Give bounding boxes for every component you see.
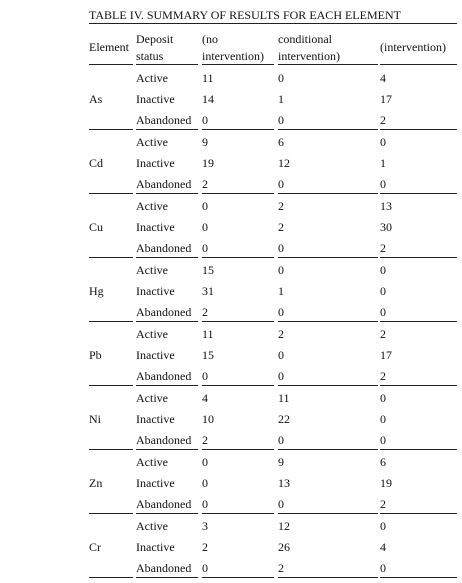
deposit-status-cell: Inactive [136,92,175,107]
value-cell: 17 [380,348,392,363]
value-cell: 4 [380,540,386,555]
value-cell: 0 [202,476,208,491]
header-intervention: (intervention) [380,40,446,54]
value-cell: 22 [278,412,290,427]
value-cell: 0 [278,348,284,363]
group-rule [202,449,274,450]
group-rule [278,577,378,578]
header-rule-no-intervention [202,64,274,65]
value-cell: 2 [380,113,386,128]
value-cell: 2 [202,540,208,555]
value-cell: 0 [380,305,386,320]
element-label: Cr [89,540,101,555]
header-rule-intervention [380,64,457,65]
group-rule [278,321,378,322]
group-rule [136,449,198,450]
group-rule [380,385,457,386]
group-rule [136,193,198,194]
value-cell: 0 [380,519,386,533]
group-rule [380,129,457,130]
group-rule [89,513,133,514]
value-cell: 26 [278,540,290,555]
group-rule [89,577,133,578]
value-cell: 2 [278,199,284,213]
header-rule-conditional [278,64,378,65]
deposit-status-cell: Abandoned [136,497,192,512]
group-rule [380,193,457,194]
deposit-status-cell: Inactive [136,412,175,427]
group-rule [202,129,274,130]
value-cell: 19 [380,476,392,491]
value-cell: 2 [380,497,386,512]
group-rule [89,449,133,450]
header-deposit-status-line2: status [136,49,164,63]
value-cell: 0 [202,497,208,512]
deposit-status-cell: Active [136,455,168,469]
value-cell: 11 [202,71,214,85]
value-cell: 9 [202,135,208,149]
header-deposit-status-line1: Deposit [136,32,174,46]
deposit-status-cell: Abandoned [136,433,192,448]
group-rule [89,129,133,130]
group-rule [380,577,457,578]
deposit-status-cell: Active [136,519,168,533]
group-rule [136,257,198,258]
value-cell: 0 [202,199,208,213]
value-cell: 1 [278,284,284,299]
value-cell: 3 [202,519,208,533]
group-rule [380,321,457,322]
value-cell: 13 [278,476,290,491]
value-cell: 4 [380,71,386,85]
deposit-status-cell: Inactive [136,540,175,555]
value-cell: 0 [278,305,284,320]
deposit-status-cell: Active [136,135,168,149]
value-cell: 0 [380,433,386,448]
value-cell: 2 [380,369,386,384]
deposit-status-cell: Active [136,327,168,341]
element-label: Cu [89,220,104,235]
value-cell: 2 [202,177,208,192]
element-label: Cd [89,156,104,171]
group-rule [202,321,274,322]
value-cell: 9 [278,455,284,469]
group-rule [136,385,198,386]
value-cell: 0 [278,71,284,85]
deposit-status-cell: Inactive [136,220,175,235]
element-label: Zn [89,476,103,491]
deposit-status-cell: Abandoned [136,561,192,576]
value-cell: 0 [278,433,284,448]
header-no-intervention-line2: intervention) [202,49,264,63]
group-rule [89,385,133,386]
deposit-status-cell: Inactive [136,156,175,171]
deposit-status-cell: Abandoned [136,113,192,128]
deposit-status-cell: Abandoned [136,305,192,320]
value-cell: 0 [380,177,386,192]
value-cell: 2 [278,561,284,576]
group-rule [89,321,133,322]
group-rule [278,257,378,258]
group-rule [89,257,133,258]
header-rule-status [136,64,198,65]
group-rule [202,513,274,514]
table-title: TABLE IV. SUMMARY OF RESULTS FOR EACH ELEMENT [89,8,401,22]
value-cell: 2 [202,433,208,448]
value-cell: 19 [202,156,214,171]
value-cell: 2 [202,305,208,320]
header-element: Element [89,40,129,54]
value-cell: 0 [202,455,208,469]
value-cell: 6 [278,135,284,149]
value-cell: 15 [202,348,214,363]
value-cell: 1 [380,156,386,171]
value-cell: 0 [202,113,208,128]
value-cell: 2 [380,241,386,256]
value-cell: 0 [380,561,386,576]
value-cell: 6 [380,455,386,469]
value-cell: 0 [380,391,386,405]
group-rule [89,193,133,194]
value-cell: 0 [278,241,284,256]
group-rule [202,193,274,194]
group-rule [278,129,378,130]
header-rule-element [89,64,133,65]
deposit-status-cell: Abandoned [136,369,192,384]
value-cell: 2 [278,327,284,341]
header-conditional-intervention-line1: conditional [278,32,332,46]
value-cell: 0 [380,412,386,427]
deposit-status-cell: Inactive [136,348,175,363]
deposit-status-cell: Active [136,71,168,85]
value-cell: 0 [380,263,386,277]
group-rule [278,513,378,514]
value-cell: 0 [202,369,208,384]
top-rule [89,23,457,24]
value-cell: 17 [380,92,392,107]
value-cell: 0 [202,241,208,256]
group-rule [380,449,457,450]
group-rule [202,257,274,258]
value-cell: 12 [278,156,290,171]
value-cell: 30 [380,220,392,235]
group-rule [202,577,274,578]
value-cell: 0 [380,284,386,299]
value-cell: 31 [202,284,214,299]
deposit-status-cell: Abandoned [136,241,192,256]
value-cell: 11 [202,327,214,341]
value-cell: 1 [278,92,284,107]
deposit-status-cell: Inactive [136,476,175,491]
value-cell: 15 [202,263,214,277]
group-rule [380,257,457,258]
header-no-intervention-line1: (no [202,32,218,46]
group-rule [278,449,378,450]
group-rule [380,513,457,514]
value-cell: 0 [380,135,386,149]
value-cell: 0 [278,369,284,384]
header-conditional-intervention-line2: intervention) [278,49,340,63]
value-cell: 14 [202,92,214,107]
element-label: Ni [89,412,101,427]
group-rule [202,385,274,386]
deposit-status-cell: Active [136,199,168,213]
group-rule [136,321,198,322]
group-rule [136,129,198,130]
deposit-status-cell: Inactive [136,284,175,299]
group-rule [278,193,378,194]
value-cell: 0 [278,497,284,512]
deposit-status-cell: Active [136,263,168,277]
deposit-status-cell: Active [136,391,168,405]
value-cell: 0 [202,220,208,235]
value-cell: 0 [202,561,208,576]
value-cell: 10 [202,412,214,427]
group-rule [136,577,198,578]
element-label: As [89,92,103,107]
group-rule [136,513,198,514]
element-label: Pb [89,348,102,363]
value-cell: 12 [278,519,290,533]
value-cell: 0 [278,263,284,277]
value-cell: 13 [380,199,392,213]
value-cell: 11 [278,391,290,405]
element-label: Hg [89,284,104,299]
value-cell: 2 [380,327,386,341]
value-cell: 0 [278,113,284,128]
value-cell: 0 [278,177,284,192]
deposit-status-cell: Abandoned [136,177,192,192]
value-cell: 4 [202,391,208,405]
group-rule [278,385,378,386]
value-cell: 2 [278,220,284,235]
